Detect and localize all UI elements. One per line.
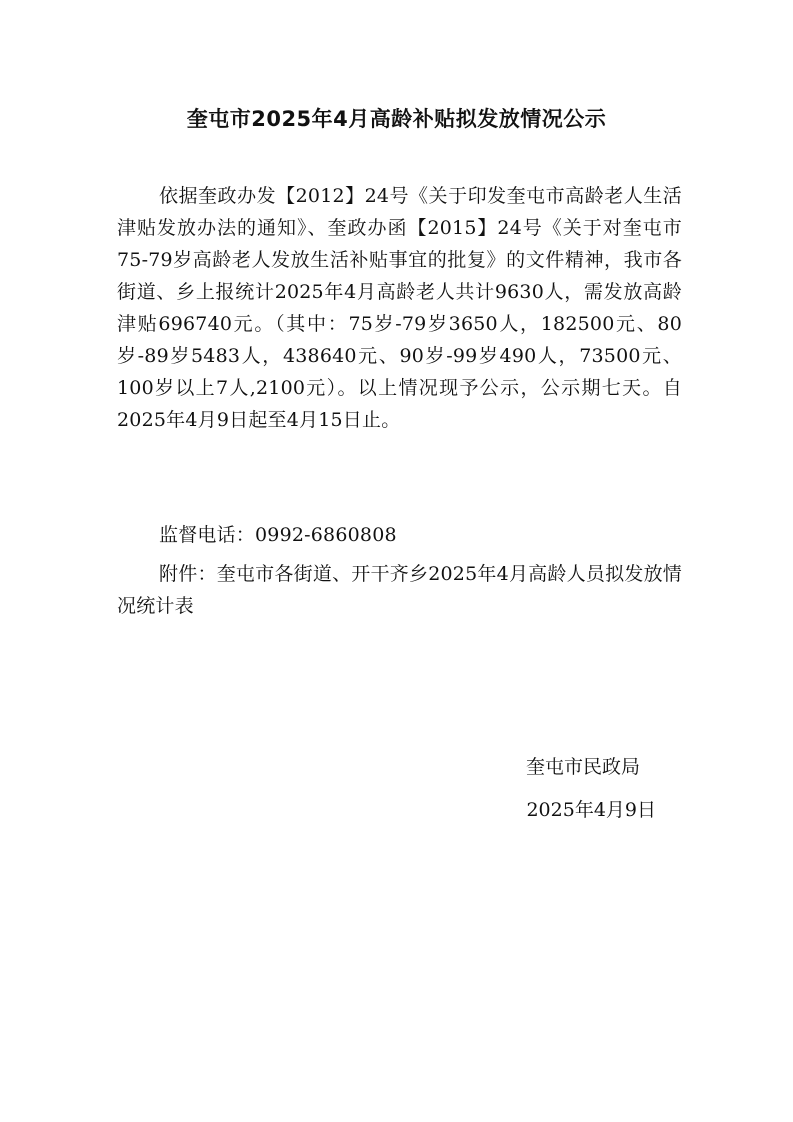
attachment-note: 附件：奎屯市各街道、开干齐乡2025年4月高龄人员拟发放情况统计表	[117, 563, 682, 617]
document-title: 奎屯市2025年4月高龄补贴拟发放情况公示	[186, 107, 607, 131]
main-paragraph: 依据奎政办发【2012】24号《关于印发奎屯市高龄老人生活津贴发放办法的通知》、奎政办函【2015】24号《关于对奎屯市75-79岁高龄老人发放生活补贴事宜的批复》的文件精神，我市各街道、乡上报统计2025年4月高龄老人共计9630人，需发放高龄津贴696740元。（其中：75岁-79岁3650人，182500元、80岁-89岁5483人，438640元、90岁-99岁490人，73500元、100岁以上7人,2100元）。以上情况现予公示，公示期七天。自2025年4月9日起至4月15日止。	[117, 185, 682, 431]
supervision-phone: 监督电话：0992-6860808	[159, 524, 397, 546]
signature-organization: 奎屯市民政局	[525, 756, 640, 778]
signature-date: 2025年4月9日	[526, 799, 656, 821]
